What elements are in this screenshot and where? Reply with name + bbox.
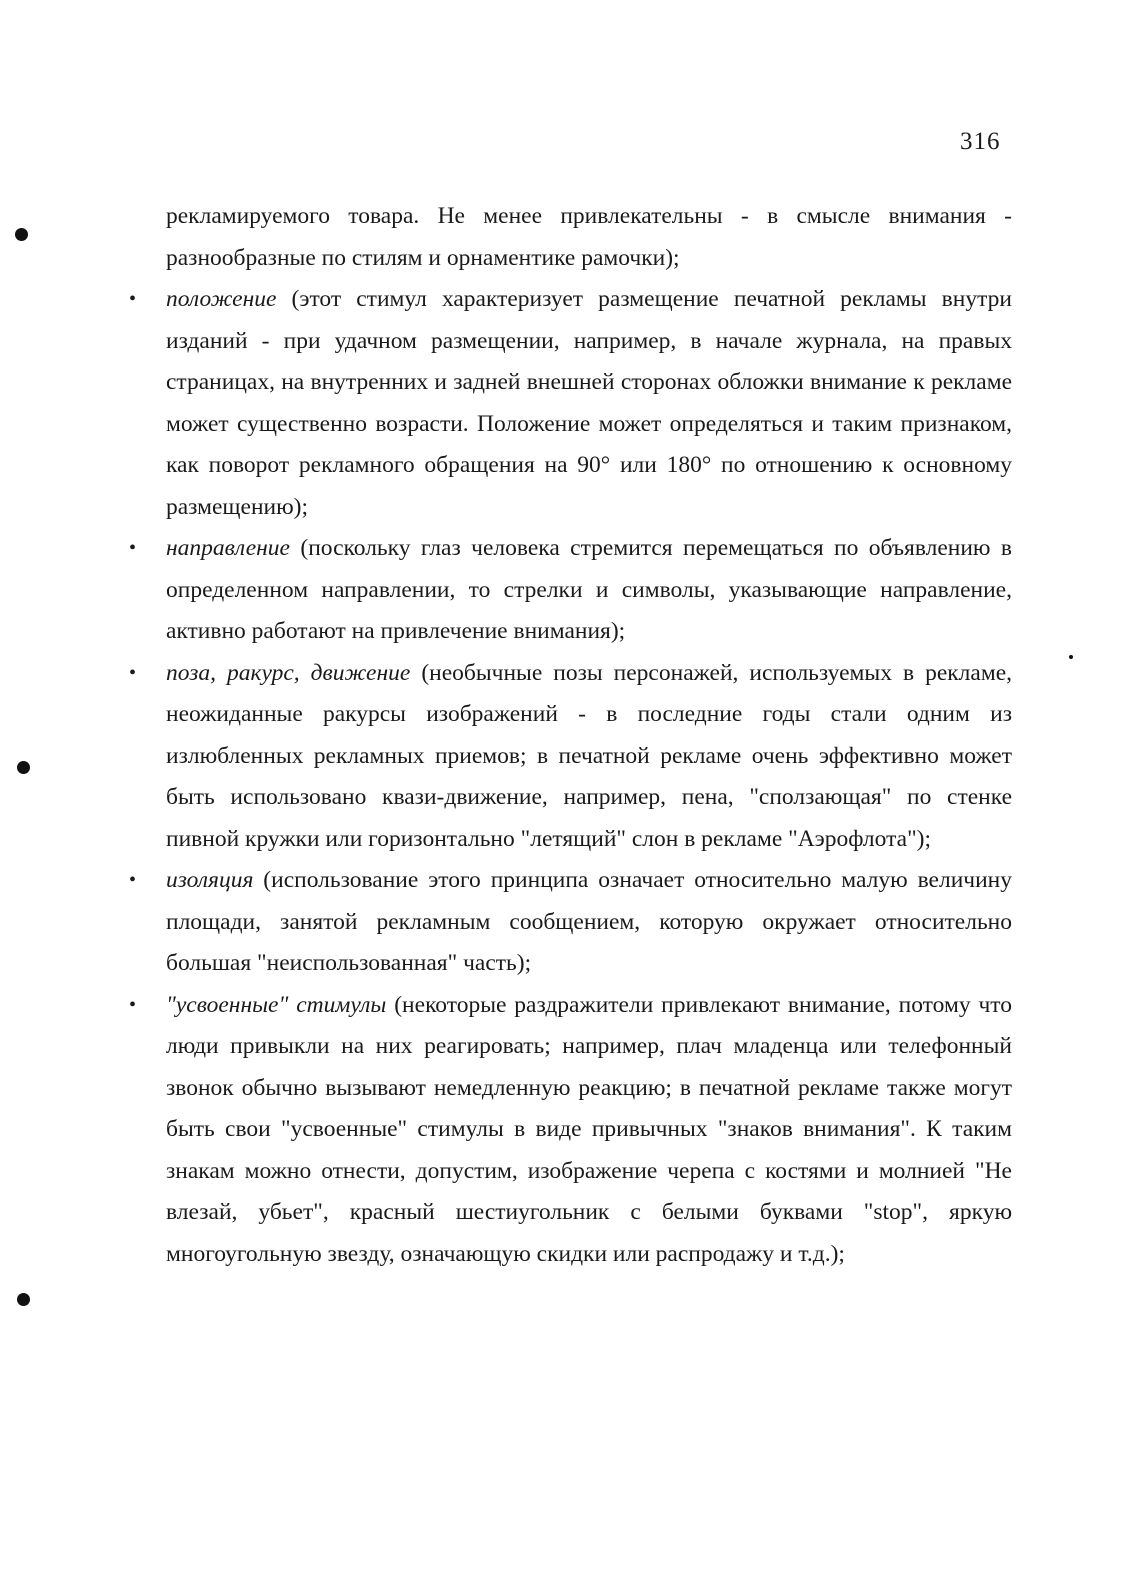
list-item-text: (поскольку глаз человека стремится перемещаться по объявлению в определенном направлении, то стрелки и символы, указывающие направление, активно работают на привлечение внимания);: [166, 535, 1012, 644]
intro-paragraph: рекламируемого товара. Не менее привлекательны - в смысле внимания - разнообразные по стилям и орнаментике рамочки);: [166, 203, 1012, 271]
binder-hole-mark: [17, 761, 30, 774]
list-item-term: положение: [166, 286, 277, 312]
list-item-text: (необычные позы персонажей, используемых в рекламе, неожиданные ракурсы изображений - в последние годы стали одним из излюбленных рекламных приемов; в печатной рекламе очень эффективно может быть использовано квази-движение, например, пена, "сползающая" по стенке пивной кружки или горизонтально "летящий" слон в рекламе "Аэрофлота");: [166, 659, 1012, 852]
list-item-term: направление: [166, 535, 290, 561]
list-item: [129, 653, 1012, 861]
list-item: [129, 279, 1012, 528]
bullet-icon: •: [129, 537, 137, 559]
list-item-term: "усвоенные" стимулы: [166, 991, 387, 1018]
attention-stimuli-list: [129, 279, 1012, 1275]
list-item-text: (использование этого принципа означает относительно малую величину площади, занятой рекламным сообщением, которую окружает относительно большая "неиспользованная" часть);: [166, 867, 1012, 976]
scan-speck: [1069, 655, 1073, 659]
bullet-icon: •: [129, 661, 137, 684]
list-item-text: (этот стимул характеризует размещение печатной рекламы внутри изданий - при удачном размещении, например, в начале журнала, на правых страницах, на внутренних и задней внешней сторонах обложки внимание к рекламе может существенно возрасти. Положение может определяться и таким признаком, как поворот рекламного обращения на 90° или 180° по отношению к основному размещению);: [166, 286, 1012, 520]
page-number: 316: [960, 128, 1001, 155]
bullet-icon: •: [129, 993, 137, 1016]
list-item-text: (некоторые раздражители привлекают внимание, потому что люди привыкли на них реагировать; например, плач младенца или телефонный звонок обычно вызывают немедленную реакцию; в печатной рекламе также могут быть свои "усвоенные" стимулы в виде привычных "знаков внимания". К таким знакам можно отнести, допустим, изображение черепа с костями и молнией "Не влезай, убьет", красный шестиугольник с белыми буквами "stop", яркую многоугольную звезду, означающую скидки или распродажу и т.д.);: [166, 991, 1012, 1267]
bullet-icon: •: [129, 869, 137, 891]
list-item: [129, 860, 1012, 985]
binder-hole-mark: [15, 228, 28, 241]
list-item-term: поза, ракурс, движение: [166, 659, 411, 686]
page-body: [129, 196, 1012, 1275]
list-item-term: изоляция: [166, 867, 254, 893]
bullet-icon: •: [129, 288, 137, 310]
list-item: [129, 528, 1012, 653]
binder-hole-mark: [17, 1293, 30, 1306]
list-item: [129, 985, 1012, 1276]
